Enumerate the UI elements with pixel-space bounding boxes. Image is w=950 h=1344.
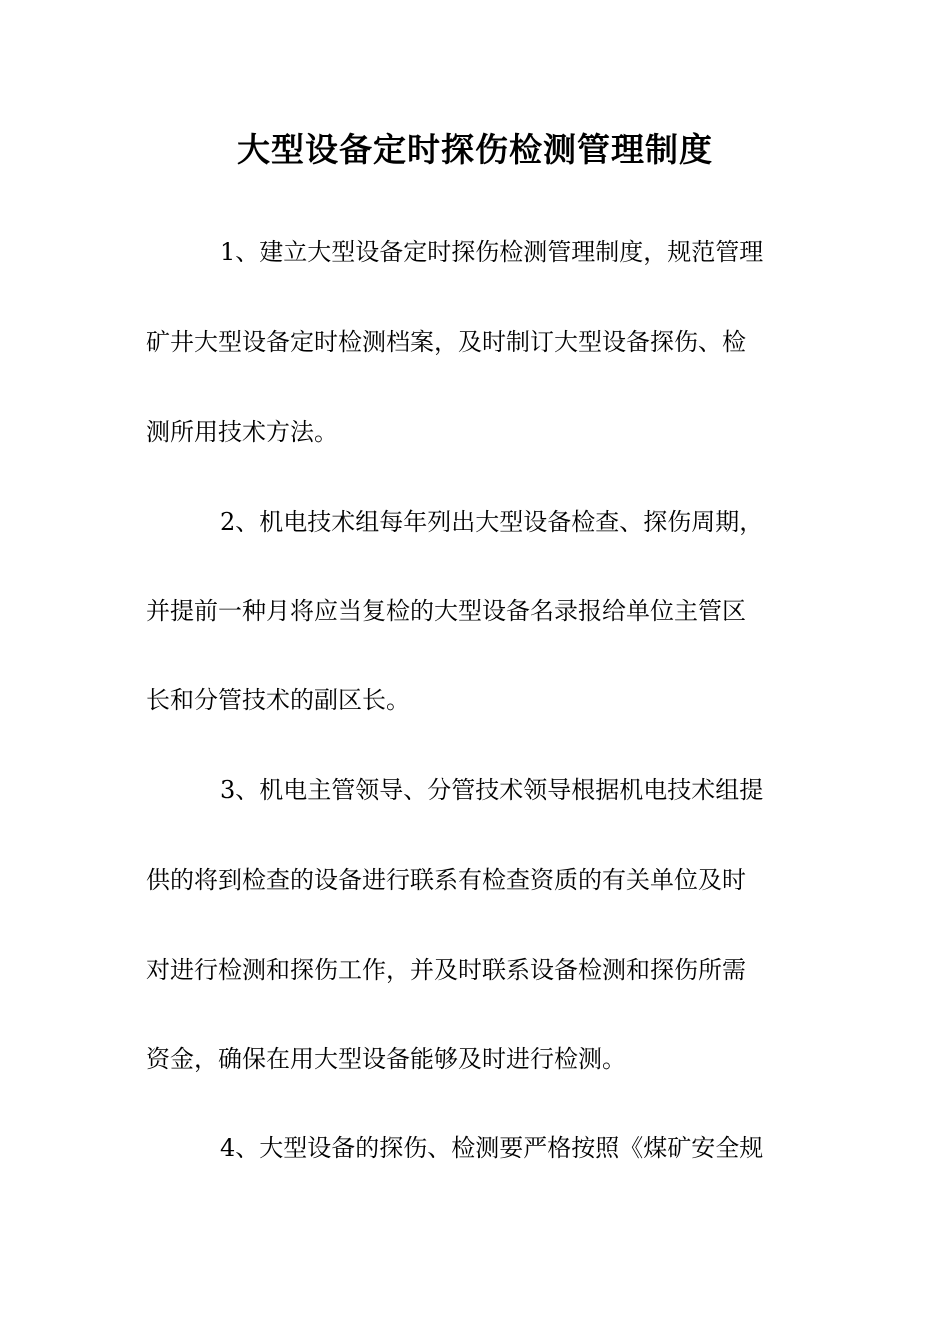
- paragraph-1-line-1: 1、建立大型设备定时探伤检测管理制度，规范管理: [220, 238, 764, 266]
- paragraph-3-line-2: 供的将到检查的设备进行联系有检查资质的有关单位及时: [146, 866, 746, 894]
- paragraph-2-line-2: 并提前一种月将应当复检的大型设备名录报给单位主管区: [146, 597, 746, 625]
- document-title: 大型设备定时探伤检测管理制度: [237, 130, 713, 169]
- paragraph-3-line-1: 3、机电主管领导、分管技术领导根据机电技术组提: [220, 776, 764, 804]
- paragraph-3-line-4: 资金，确保在用大型设备能够及时进行检测。: [146, 1045, 626, 1073]
- paragraph-1-line-2: 矿井大型设备定时检测档案，及时制订大型设备探伤、检: [146, 328, 746, 356]
- paragraph-2-line-1: 2、机电技术组每年列出大型设备检查、探伤周期，: [220, 508, 764, 536]
- paragraph-4-line-1: 4、大型设备的探伤、检测要严格按照《煤矿安全规: [220, 1134, 764, 1162]
- paragraph-3-line-3: 对进行检测和探伤工作，并及时联系设备检测和探伤所需: [146, 956, 746, 984]
- paragraph-1-line-3: 测所用技术方法。: [146, 418, 338, 446]
- paragraph-2-line-3: 长和分管技术的副区长。: [146, 686, 410, 714]
